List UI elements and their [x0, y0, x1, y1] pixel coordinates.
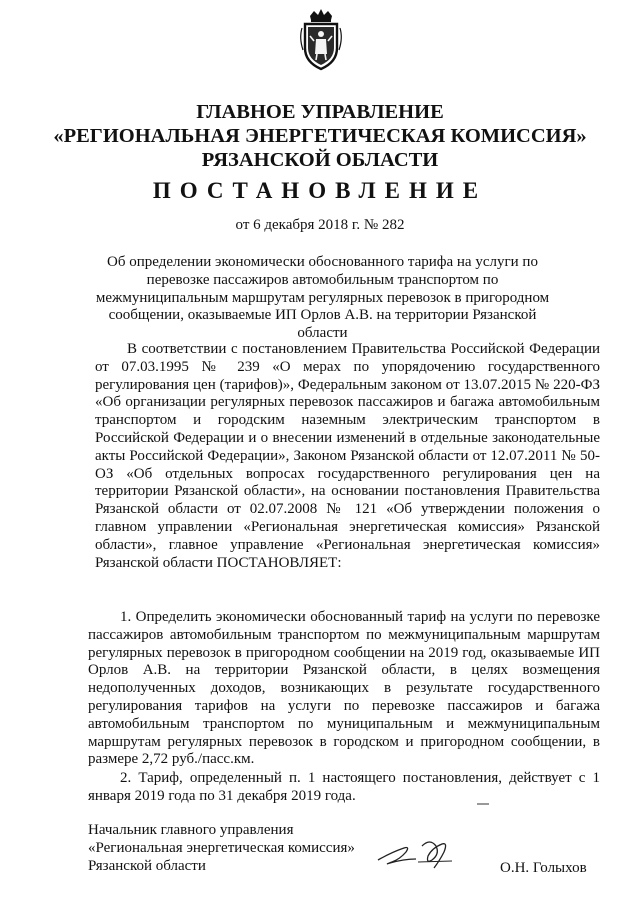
issuer-line-1: ГЛАВНОЕ УПРАВЛЕНИЕ: [196, 101, 444, 123]
issuer-line-2: «РЕГИОНАЛЬНАЯ ЭНЕРГЕТИЧЕСКАЯ КОМИССИЯ»: [53, 125, 587, 147]
issuer-line-3: РЯЗАНСКОЙ ОБЛАСТИ: [201, 149, 439, 171]
handwritten-signature: [370, 832, 460, 874]
document-date-number: от 6 декабря 2018 г. № 282: [235, 217, 405, 233]
signatory-position-line-3: Рязанской области: [88, 857, 206, 874]
document-subject: Об определении экономически обоснованного тарифа на услуги по перевозке пассажиров автомобильным транспортом по межмуниципальным маршрутам регулярных перевозок в пригородном сообщении, оказываемые ИП Орлов А.В. на территории Рязанской области: [95, 254, 550, 342]
signatory-position-line-2: «Региональная энергетическая комиссия»: [88, 839, 355, 856]
pen-mark: [476, 802, 490, 806]
resolution-item-2: 2. Тариф, определенный п. 1 настоящего постановления, действует с 1 января 2019 года по 31 декабря 2019 года.: [88, 770, 600, 804]
resolution-item-1: 1. Определить экономически обоснованный тариф на услуги по перевозке пассажиров автомобильным транспортом по межмуниципальным маршрутам регулярных перевозок в пригородном сообщении на 2019 год, оказываемые ИП Орлов А.В. на территории Рязанской области, в целях возмещения недополученных доходов, возникающих в результате государственного регулирования тарифов на услуги по перевозке пассажиров и багажа автомобильным транспортом по муниципальным и межмуниципальным маршрутам регулярных перевозок в городском и пригородном сообщении, в размере 2,72 руб./пасс.км.: [88, 609, 600, 768]
issuer-header: [40, 100, 600, 172]
preamble: [95, 341, 600, 572]
document-type: ПОСТАНОВЛЕНИЕ: [152, 178, 488, 203]
signatory-position: [88, 822, 388, 875]
preamble-text: В соответствии с постановлением Правительства Российской Федерации от 07.03.1995 № 239 «О мерах по упорядочению государственного регулирования цен (тарифов)», Федеральным законом от 13.07.2015 № 220-ФЗ «Об организации регулярных перевозок пассажиров и багажа автомобильным транспортом и городским наземным электрическим транспортом в Российской Федерации и о внесении изменений в отдельные законодательные акты Российской Федерации», Законом Рязанской области от 12.07.2011 № 50-ОЗ «Об отдельных вопросах государственного регулирования цен на территории Рязанской области», на основании постановления Правительства Рязанской области от 02.07.2008 № 121 «Об утверждении положения о главном управлении «Региональная энергетическая комиссия» Рязанской области», главное управление «Региональная энергетическая комиссия» Рязанской области: [95, 341, 600, 571]
signatory-name: О.Н. Голыхов: [500, 860, 587, 876]
signatory-position-line-1: Начальник главного управления: [88, 822, 294, 838]
coat-of-arms-icon: [296, 8, 346, 72]
decree-word: ПОСТАНОВЛЯЕТ:: [216, 554, 342, 571]
